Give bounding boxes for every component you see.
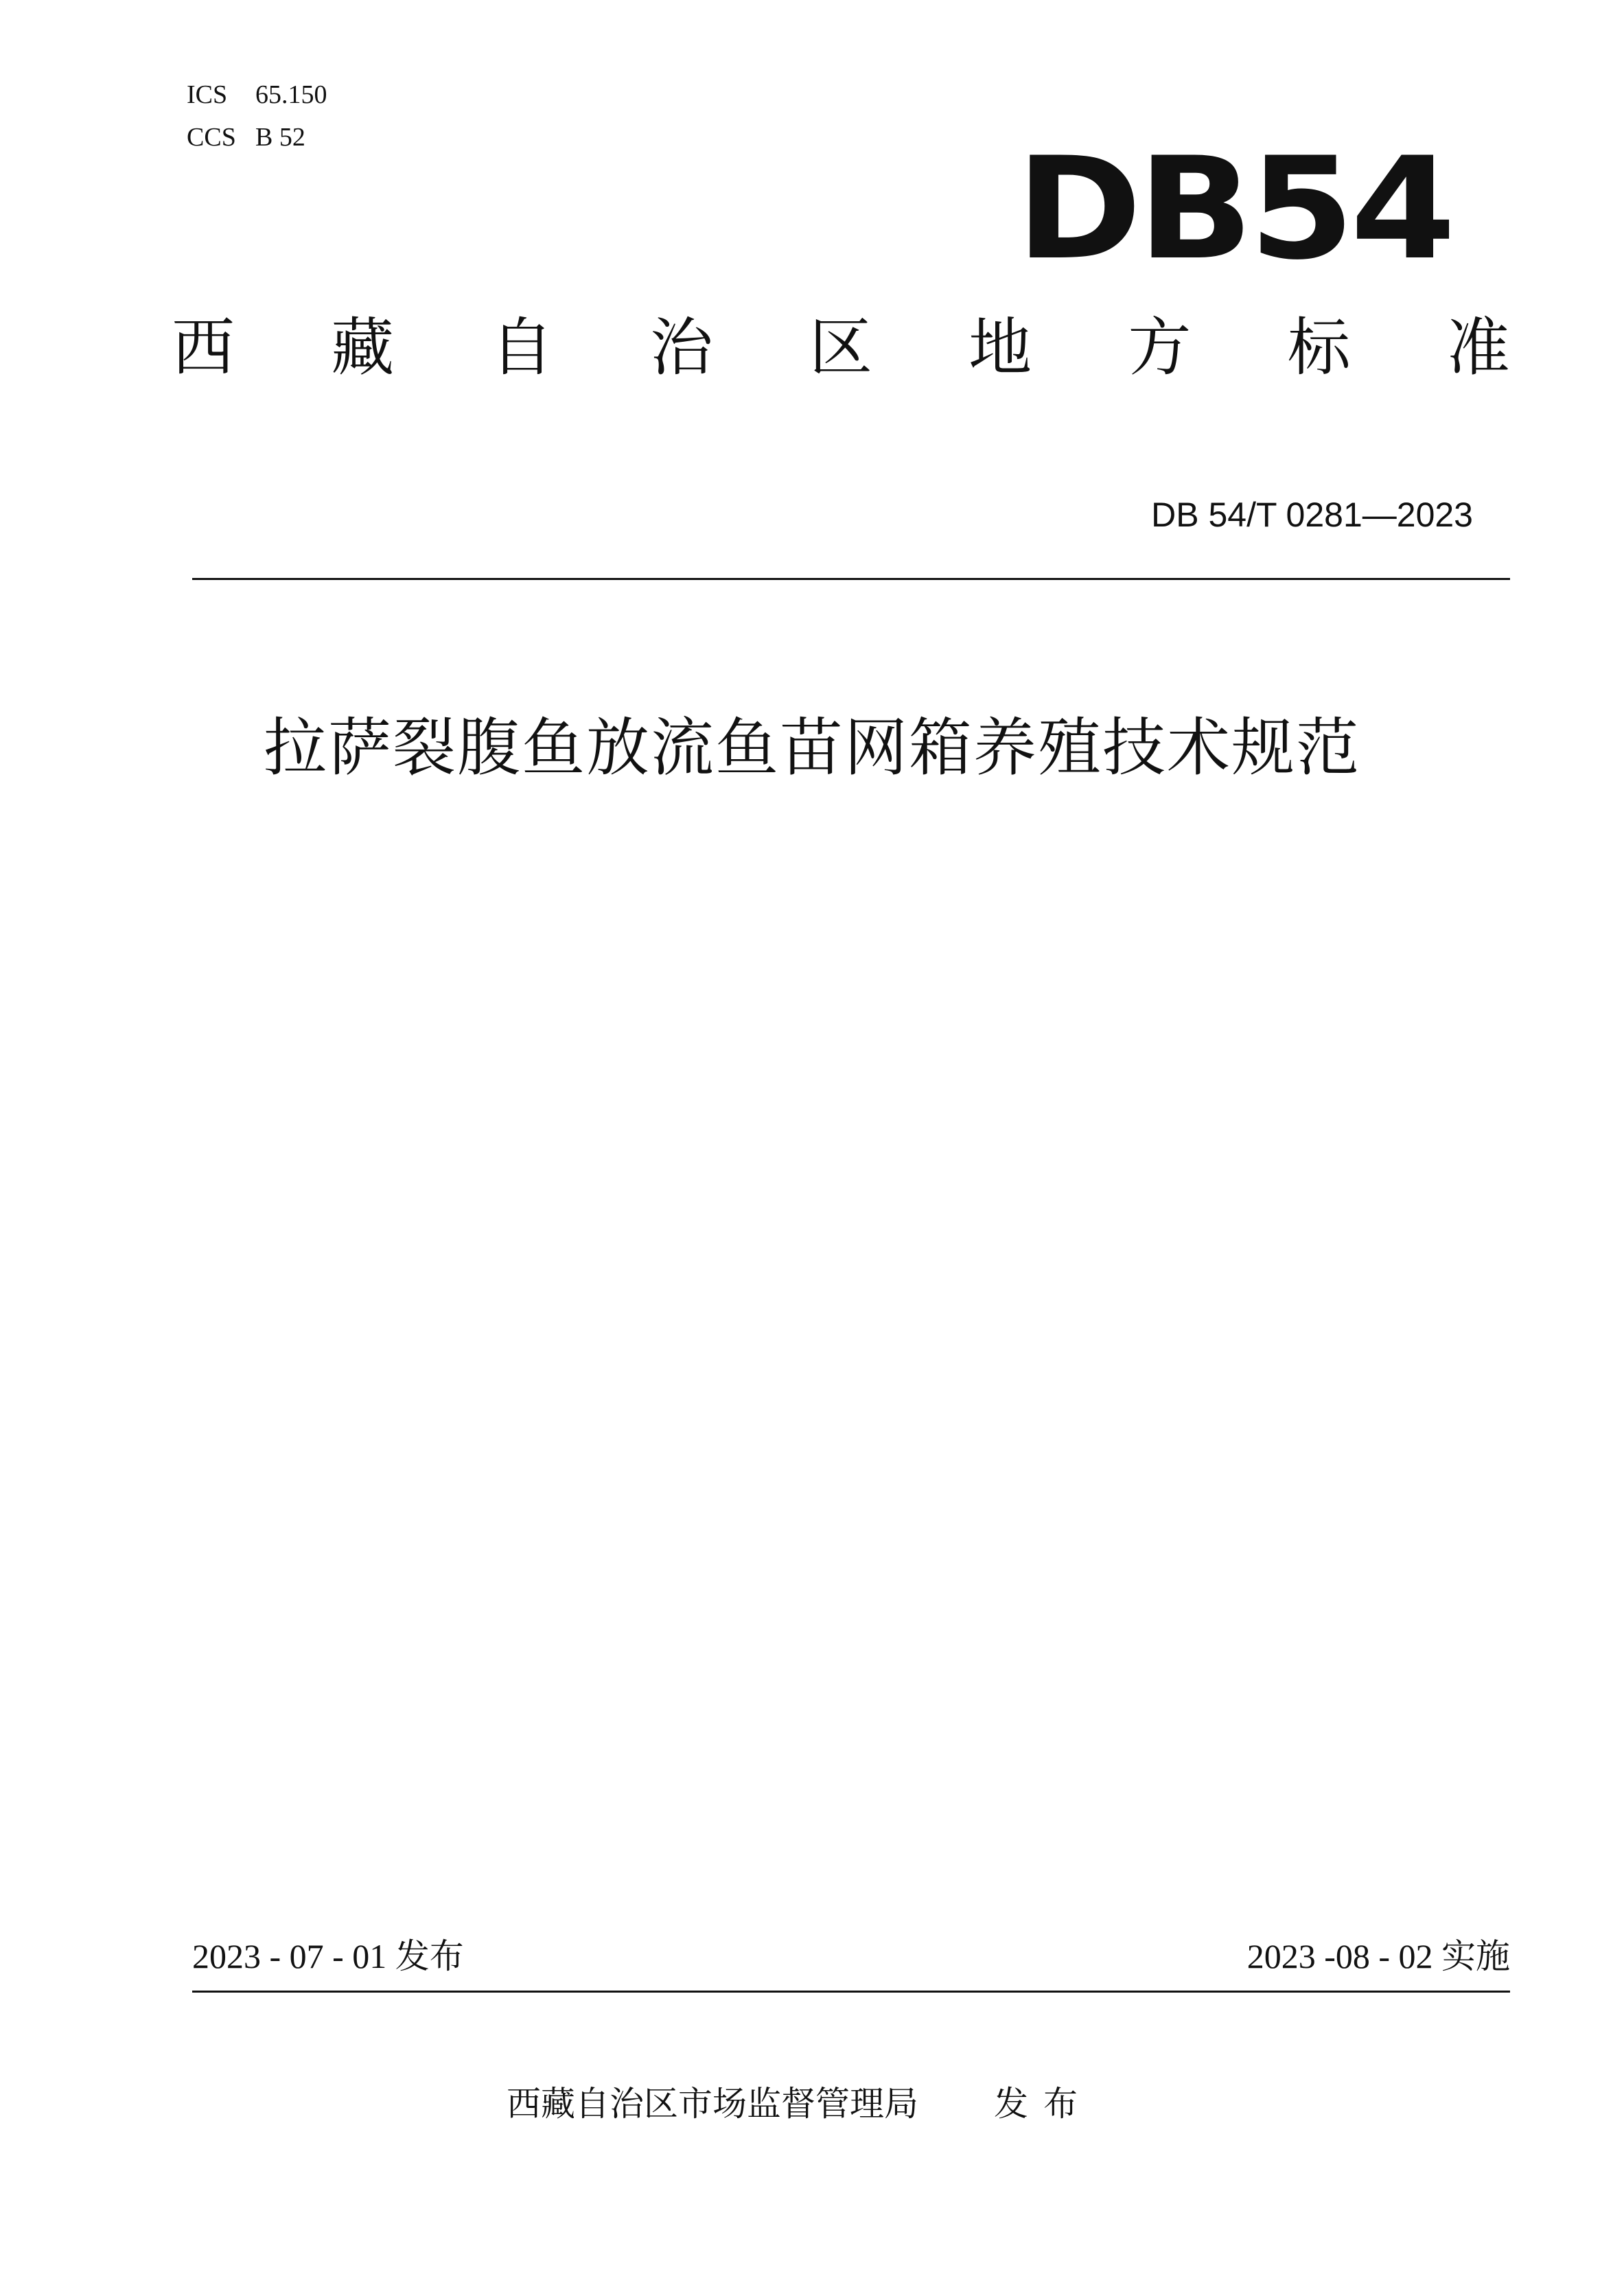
db54-mark: DB54: [1016, 128, 1452, 291]
ccs-label: CCS: [187, 123, 236, 152]
standard-type-char: 区: [809, 311, 872, 384]
ics-label: ICS: [187, 80, 228, 109]
implement-date: 2023 -08 - 02 实施: [1246, 1937, 1510, 1975]
ccs-value: B 52: [255, 123, 305, 152]
top-divider: [192, 578, 1510, 580]
issuer-suffix: 发布: [994, 2084, 1093, 2124]
standard-type-char: 地: [968, 311, 1032, 384]
standard-type-char: 治: [649, 311, 713, 384]
issuer-name: 西藏自治区市场监督管理局: [507, 2084, 918, 2124]
standard-type-char: 藏: [331, 311, 395, 384]
standard-type-heading: [172, 310, 1510, 386]
document-title: 拉萨裂腹鱼放流鱼苗网箱养殖技术规范: [263, 711, 1360, 785]
standard-type-char: 西: [172, 311, 235, 384]
issuing-authority: [507, 2082, 1093, 2126]
standard-type-char: 标: [1287, 311, 1351, 384]
publish-date: 2023 - 07 - 01 发布: [192, 1937, 464, 1975]
bottom-divider: [192, 1991, 1510, 1993]
ics-code: [187, 80, 327, 110]
ics-value: 65.150: [255, 80, 327, 109]
standard-type-char: 方: [1128, 311, 1192, 384]
standard-type-char: 准: [1446, 311, 1510, 384]
ccs-code: [187, 122, 305, 152]
standard-number: DB 54/T 0281—2023: [1151, 496, 1473, 534]
standard-type-char: 自: [490, 311, 554, 384]
